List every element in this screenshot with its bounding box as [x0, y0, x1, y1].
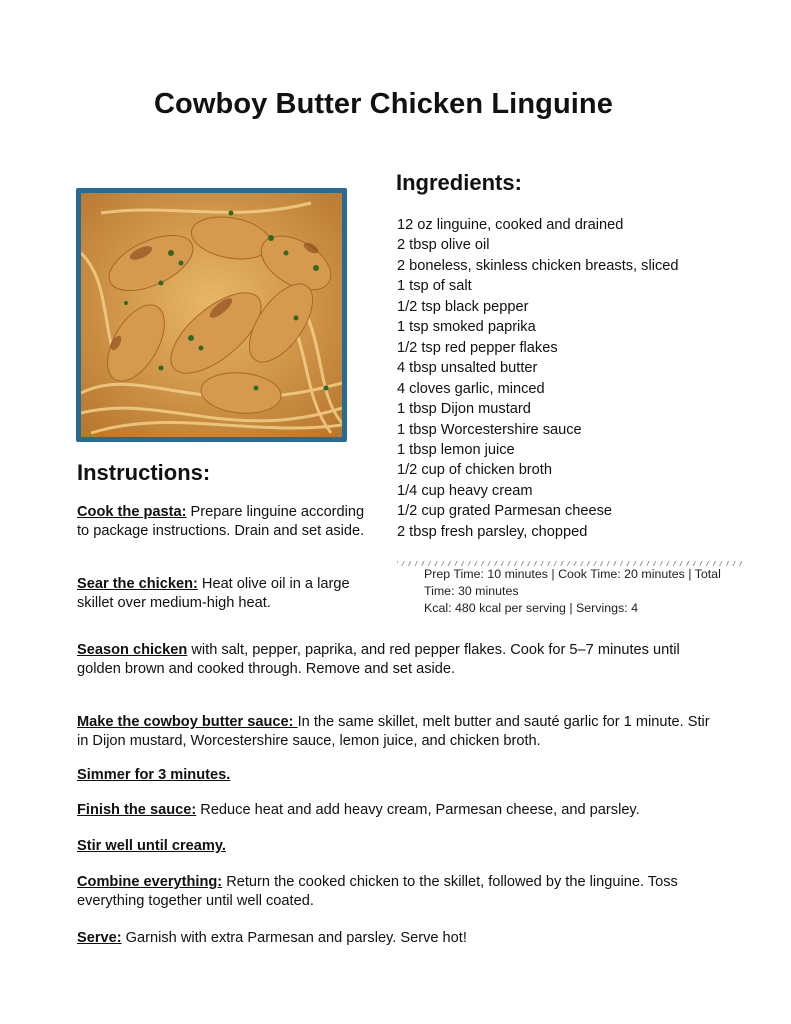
step-lead: Serve: [77, 930, 122, 946]
step-lead: Stir well until creamy. [77, 838, 226, 854]
step-text: Heat olive oil in a large skillet over medium-high heat. [77, 576, 350, 611]
step-text: Garnish with extra Parmesan and parsley. Serve hot! [121, 930, 467, 946]
step-text: Reduce heat and add heavy cream, Parmesan cheese, and parsley. [196, 802, 640, 818]
step-text: In the same skillet, melt butter and sauté garlic for 1 minute. Stir in Dijon mustard, Worcestershire sauce, lemon juice, and chicken broth. [77, 714, 710, 749]
step-lead: Season chicken [77, 642, 188, 658]
ingredient-item: 1 tbsp Dijon mustard [397, 401, 531, 418]
ingredient-item: 1 tbsp Worcestershire sauce [397, 421, 582, 438]
instruction-step [77, 713, 717, 751]
ingredient-item: 1/2 cup of chicken broth [397, 462, 552, 479]
recipe-title-text: Cowboy Butter Chicken Linguine [154, 88, 613, 120]
step-text-continued: golden brown and cooked through. Remove and set aside. [77, 661, 456, 677]
instruction-step [77, 575, 377, 613]
ingredients-heading: Ingredients: [396, 170, 522, 195]
recipe-meta [424, 566, 744, 617]
step-lead: Combine everything: [77, 874, 223, 890]
ingredient-item: 1 tsp of salt [397, 278, 472, 295]
ingredient-item: 1 tsp smoked paprika [397, 319, 536, 336]
ingredient-item: 2 tbsp olive oil [397, 237, 490, 254]
instruction-step [77, 837, 717, 856]
step-lead: Cook the pasta: [77, 504, 187, 520]
ingredient-item: 1/2 cup grated Parmesan cheese [397, 503, 612, 520]
ingredient-item: 4 tbsp unsalted butter [397, 360, 538, 377]
step-lead: Make the cowboy butter sauce: [77, 714, 298, 730]
step-lead: Sear the chicken: [77, 576, 198, 592]
ingredients-list [397, 215, 678, 542]
recipe-title [0, 88, 791, 121]
ingredient-item: 1/4 cup heavy cream [397, 482, 533, 499]
ingredient-item: 2 boneless, skinless chicken breasts, sliced [397, 257, 679, 274]
ingredient-item: 4 cloves garlic, minced [397, 380, 545, 397]
ingredient-item: 1/2 tsp red pepper flakes [397, 339, 558, 356]
step-lead: Finish the sauce: [77, 802, 197, 818]
time-info: Prep Time: 10 minutes | Cook Time: 20 minutes | Total Time: 30 minutes [424, 567, 721, 598]
recipe-photo [76, 188, 347, 442]
step-text: Prepare linguine according to package instructions. Drain and set aside. [77, 504, 365, 539]
step-text: with salt, pepper, paprika, and red pepper flakes. Cook for 5–7 minutes until [187, 642, 680, 658]
instruction-step [77, 873, 717, 911]
ingredient-item: 1 tbsp lemon juice [397, 441, 515, 458]
instruction-step [77, 503, 367, 541]
ingredient-item: 1/2 tsp black pepper [397, 298, 529, 315]
instruction-step [77, 801, 717, 820]
food-image-icon [81, 193, 342, 437]
nutrition-info: Kcal: 480 kcal per serving | Servings: 4 [424, 601, 638, 615]
step-text: Return the cooked chicken to the skillet, followed by the linguine. Toss everything together until well coated. [77, 874, 678, 909]
instruction-step [77, 641, 717, 679]
instructions-heading: Instructions: [77, 460, 211, 485]
step-lead: Simmer for 3 minutes. [77, 767, 231, 783]
ingredient-item: 2 tbsp fresh parsley, chopped [397, 523, 588, 540]
instruction-step [77, 929, 717, 948]
ingredient-item: 12 oz linguine, cooked and drained [397, 217, 624, 233]
instruction-step [77, 766, 717, 785]
